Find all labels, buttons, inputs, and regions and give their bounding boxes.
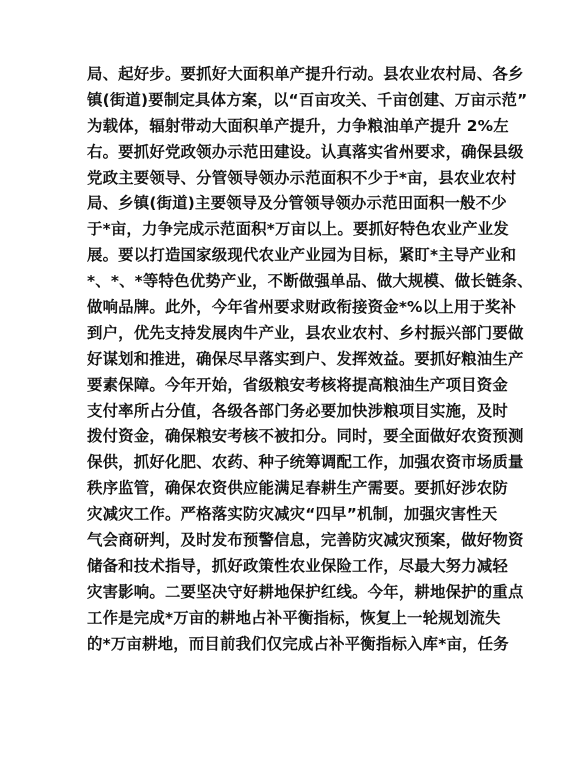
- text-line: 到户，优先支持发展肉牛产业，县农业农村、乡村振兴部门要做: [87, 323, 524, 342]
- text-line: *、*、*等特色优势产业，不断做强单品、做大规模、做长链条、: [87, 272, 533, 291]
- body-text: [87, 62, 533, 657]
- text-line: 局、起好步。要抓好大面积单产提升行动。县农业农村局、各乡: [87, 65, 524, 83]
- text-line: 党政主要领导、分管领导领办示范面积不少于*亩，县农业农村: [87, 168, 517, 187]
- text-line: 于*亩，力争完成示范面积*万亩以上。要抓好特色农业产业发: [87, 220, 509, 239]
- text-line: 支付率所占分值，各级各部门务必要加快涉粮项目实施，及时: [87, 401, 508, 420]
- text-line: 储备和技术指导，抓好政策性农业保险工作，尽最大努力减轻: [87, 556, 508, 575]
- text-line: 拨付资金，确保粮安考核不被扣分。同时，要全面做好农资预测: [87, 427, 524, 446]
- text-line: 好谋划和推进，确保尽早落实到户、发挥效益。要抓好粮油生产: [87, 349, 524, 368]
- text-line: 局、乡镇(街道)主要领导及分管领导领办示范田面积一般不少: [87, 194, 507, 213]
- text-line: 展。要以打造国家级现代农业产业园为目标，紧盯*主导产业和: [87, 246, 517, 265]
- text-line: 灾害影响。二要坚决守好耕地保护红线。今年，耕地保护的重点: [87, 582, 524, 601]
- text-line: 工作是完成*万亩的耕地占补平衡指标，恢复上一轮规划流失: [87, 608, 501, 627]
- text-line: 做响品牌。此外，今年省州要求财政衔接资金*%以上用于奖补: [87, 298, 517, 317]
- text-line: 右。要抓好党政领办示范田建设。认真落实省州要求，确保县级: [87, 142, 524, 161]
- text-line: 灾减灾工作。严格落实防灾减灾“四早”机制，加强灾害性天: [87, 505, 498, 524]
- text-line: 气会商研判，及时发布预警信息，完善防灾减灾预案，做好物资: [87, 531, 524, 550]
- text-line: 秩序监管，确保农资供应能满足春耕生产需要。要抓好涉农防: [87, 479, 508, 498]
- text-line: 保供，抓好化肥、农药、种子统筹调配工作，加强农资市场质量: [87, 453, 524, 472]
- text-line: 为载体，辐射带动大面积单产提升，力争粮油单产提升 2%左: [87, 116, 509, 135]
- text-line: 要素保障。今年开始，省级粮安考核将提高粮油生产项目资金: [87, 375, 508, 394]
- text-line: 的*万亩耕地，而目前我们仅完成占补平衡指标入库*亩，任务: [87, 634, 509, 653]
- text-line: 镇(街道)要制定具体方案，以“百亩攻关、千亩创建、万亩示范”: [87, 90, 528, 109]
